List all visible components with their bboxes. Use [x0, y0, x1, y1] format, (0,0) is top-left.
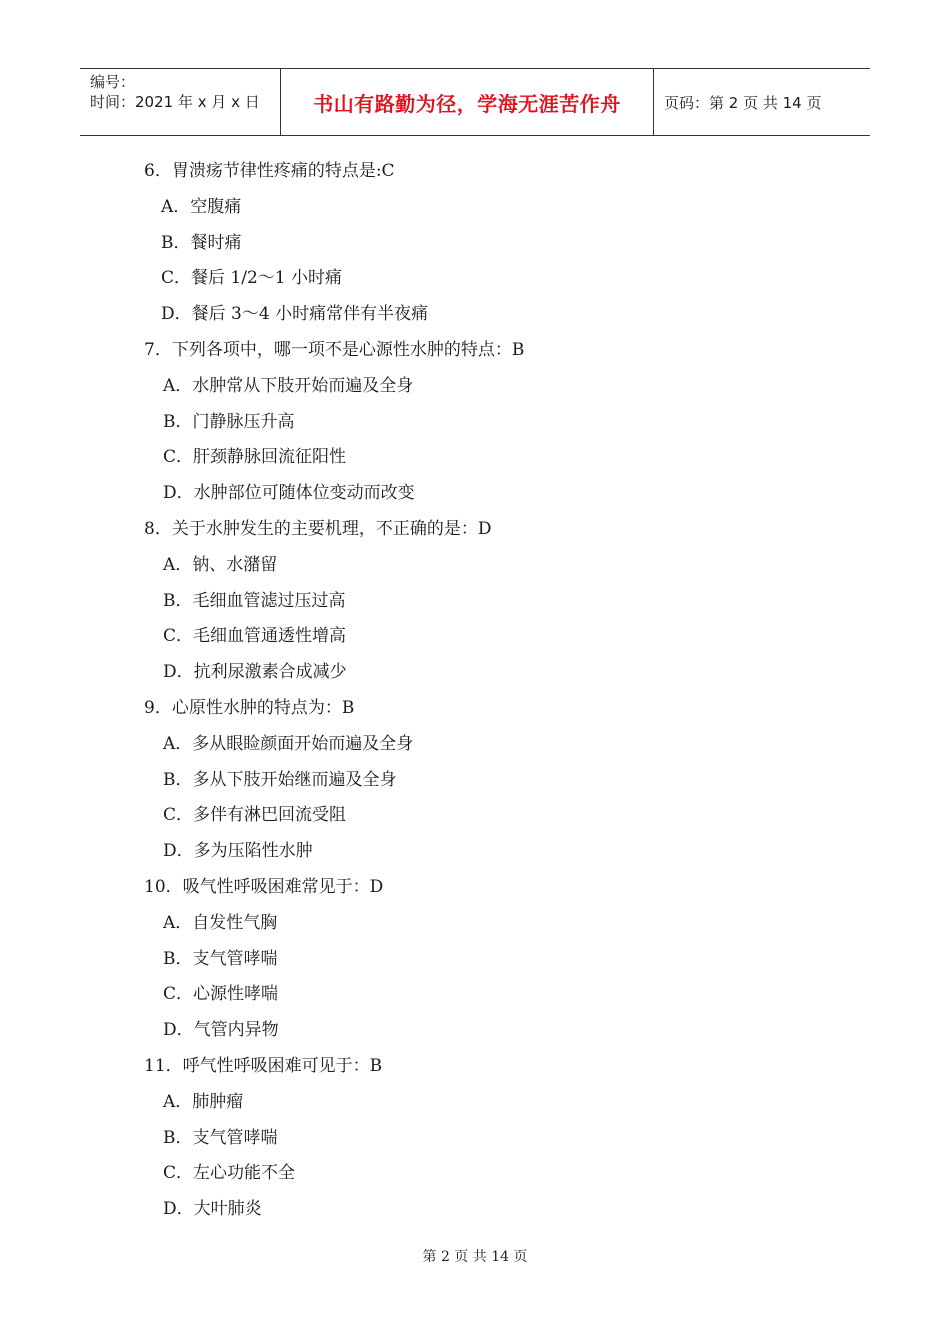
- answer-option: C．毛细血管通透性增高: [163, 626, 347, 647]
- answer-option: D．水肿部位可随体位变动而改变: [163, 483, 415, 504]
- question-stem: 7．下列各项中，哪一项不是心源性水肿的特点：B: [144, 339, 525, 360]
- question-list: [0, 154, 950, 1228]
- answer-option: D．多为压陷性水肿: [163, 841, 313, 862]
- answer-option: A．钠、水潴留: [163, 554, 278, 575]
- answer-option: A．空腹痛: [161, 196, 242, 217]
- question-stem: 11．呼气性呼吸困难可见于：B: [144, 1055, 383, 1076]
- answer-option: B．多从下肢开始继而遍及全身: [163, 769, 397, 790]
- number-label: 编号：: [90, 73, 136, 91]
- answer-option: A．水肿常从下肢开始而遍及全身: [163, 375, 414, 396]
- answer-option: A．自发性气胸: [163, 912, 278, 933]
- answer-option: A．肺肿瘤: [163, 1091, 244, 1112]
- answer-option: B．支气管哮喘: [163, 1127, 278, 1148]
- answer-option: C．肝颈静脉回流征阳性: [163, 447, 347, 468]
- answer-option: D．气管内异物: [163, 1020, 279, 1041]
- question-stem: 8．关于水肿发生的主要机理，不正确的是：D: [144, 518, 492, 539]
- header-page-info: 页码：第 2 页 共 14 页: [664, 93, 822, 112]
- answer-option: B．餐时痛: [161, 232, 242, 253]
- answer-option: A．多从眼睑颜面开始而遍及全身: [163, 733, 414, 754]
- answer-option: C．餐后 1/2～1 小时痛: [161, 268, 342, 289]
- question-stem: 10．吸气性呼吸困难常见于：D: [144, 876, 384, 897]
- answer-option: B．门静脉压升高: [163, 411, 295, 432]
- question-stem: 6．胃溃疡节律性疼痛的特点是:C: [144, 161, 395, 181]
- answer-option: D．抗利尿激素合成减少: [163, 662, 347, 683]
- header-meta: [80, 69, 281, 135]
- answer-option: C．心源性哮喘: [163, 984, 279, 1005]
- answer-option: D．餐后 3～4 小时痛常伴有半夜痛: [161, 304, 429, 325]
- answer-option: B．支气管哮喘: [163, 948, 278, 969]
- document-header: [80, 68, 870, 136]
- header-motto: 书山有路勤为径，学海无涯苦作舟: [281, 69, 654, 135]
- page-footer: 第 2 页 共 14 页: [422, 1249, 528, 1265]
- answer-option: B．毛细血管滤过压过高: [163, 590, 346, 611]
- answer-option: C．左心功能不全: [163, 1163, 296, 1184]
- answer-option: D．大叶肺炎: [163, 1199, 262, 1220]
- answer-option: C．多伴有淋巴回流受阻: [163, 805, 347, 826]
- question-stem: 9．心原性水肿的特点为：B: [144, 697, 355, 718]
- date-label: 时间：2021 年 x 月 x 日: [90, 93, 260, 111]
